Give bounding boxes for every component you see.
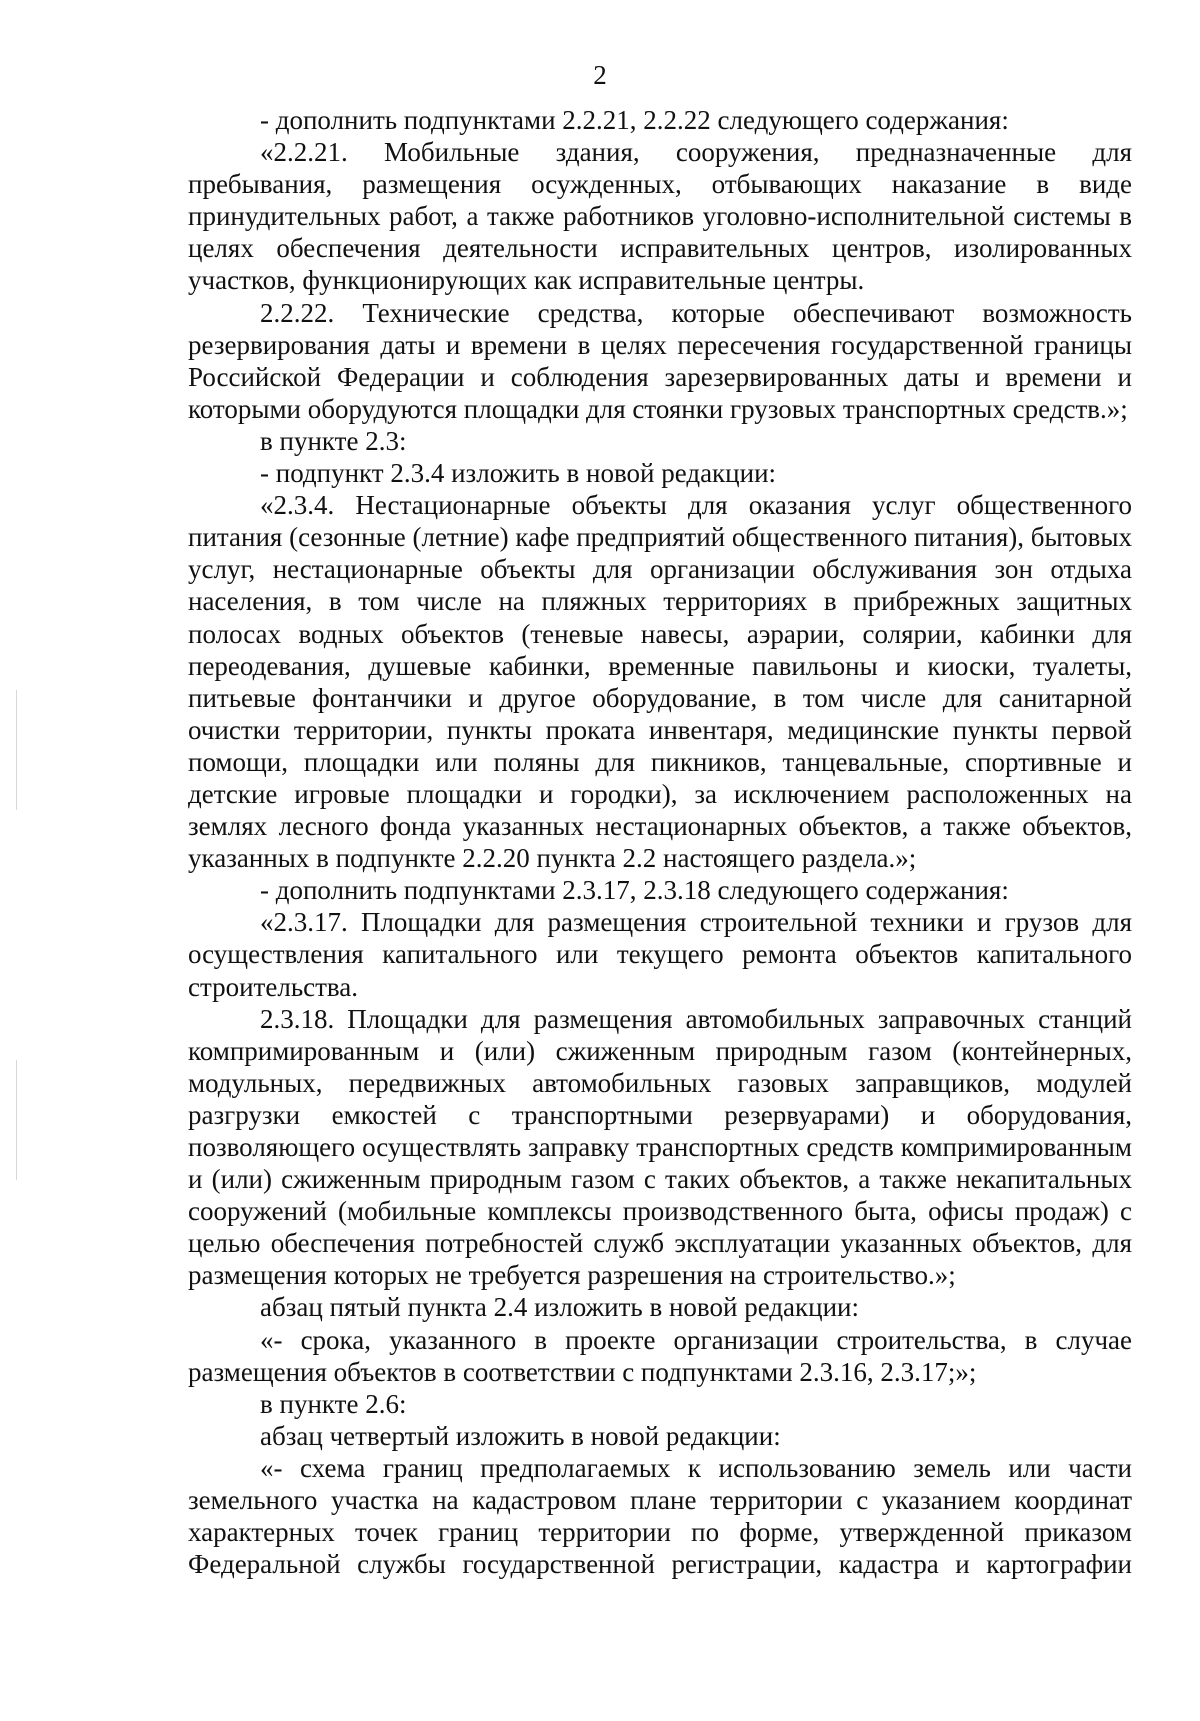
page-number: 2 (593, 60, 607, 90)
paragraph: «2.2.21. Мобильные здания, сооружения, предназначенные для пребывания, размещения осужденных, отбывающих наказание в виде принудительных работ, а также работников уголовно-исполнительной системы в целях обеспечения деятельности исправительных центров, изолированных участков, функционирующих как исправительные центры. (188, 137, 1132, 296)
paragraph: 2.3.18. Площадки для размещения автомобильных заправочных станций компримированным и (или) сжиженным природным газом (контейнерных, модульных, передвижных автомобильных газовых заправщиков, модулей разгрузки емкостей с транспортными резервуарами) и оборудования, позволяющего осуществлять заправку транспортных средств компримированным и (или) сжиженным природным газом с таких объектов, а также некапитальных сооружений (мобильные комплексы производственного быта, офисы продаж) с целью обеспечения потребностей служб эксплуатации указанных объектов, для размещения которых не требуется разрешения на строительство.»; (188, 1003, 1132, 1291)
paragraph: - подпункт 2.3.4 изложить в новой редакции: (260, 458, 777, 489)
paragraph: 2.2.22. Технические средства, которые обеспечивают возможность резервирования даты и времени в целях пересечения государственной границы Российской Федерации и соблюдения зарезервированных даты и времени и которыми оборудуются площадки для стоянки грузовых транспортных средств.»; (188, 297, 1132, 424)
scan-edge-mark (16, 1060, 17, 1180)
paragraph: абзац четвертый изложить в новой редакции: (260, 1420, 781, 1451)
paragraph: в пункте 2.6: (260, 1388, 407, 1419)
paragraph: «2.3.4. Нестационарные объекты для оказания услуг общественного питания (сезонные (летние) кафе предприятий общественного питания), бытовых услуг, нестационарные объекты для организации обслуживания зон отдыха населения, в том числе на пляжных территориях в прибрежных защитных полосах водных объектов (теневые навесы, аэрарии, солярии, кабинки для переодевания, душевые кабинки, временные павильоны и киоски, туалеты, питьевые фонтанчики и другое оборудование, в том числе для санитарной очистки территории, пункты проката инвентаря, медицинские пункты первой помощи, площадки или поляны для пикников, танцевальные, спортивные и детские игровые площадки и городки), за исключением расположенных на землях лесного фонда указанных нестационарных объектов, а также объектов, указанных в подпункте 2.2.20 пункта 2.2 настоящего раздела.»; (188, 490, 1132, 874)
scan-edge-mark (16, 690, 17, 810)
document-body (188, 104, 1132, 1580)
paragraph: в пункте 2.3: (260, 425, 407, 456)
paragraph: - дополнить подпунктами 2.3.17, 2.3.18 следующего содержания: (260, 875, 1009, 906)
paragraph: «- срока, указанного в проекте организации строительства, в случае размещения объектов в соответствии с подпунктами 2.3.16, 2.3.17;»; (188, 1324, 1132, 1387)
paragraph: «- схема границ предполагаемых к использованию земель или части земельного участка на кадастровом плане территории с указанием координат характерных точек границ территории по форме, утвержденной приказом Федеральной службы государственной регистрации, кадастра и картографии (188, 1452, 1132, 1580)
paragraph: абзац пятый пункта 2.4 изложить в новой редакции: (260, 1292, 860, 1323)
paragraph: - дополнить подпунктами 2.2.21, 2.2.22 следующего содержания: (260, 105, 1009, 135)
paragraph: «2.3.17. Площадки для размещения строительной техники и грузов для осуществления капитального или текущего ремонта объектов капитального строительства. (188, 907, 1132, 1002)
